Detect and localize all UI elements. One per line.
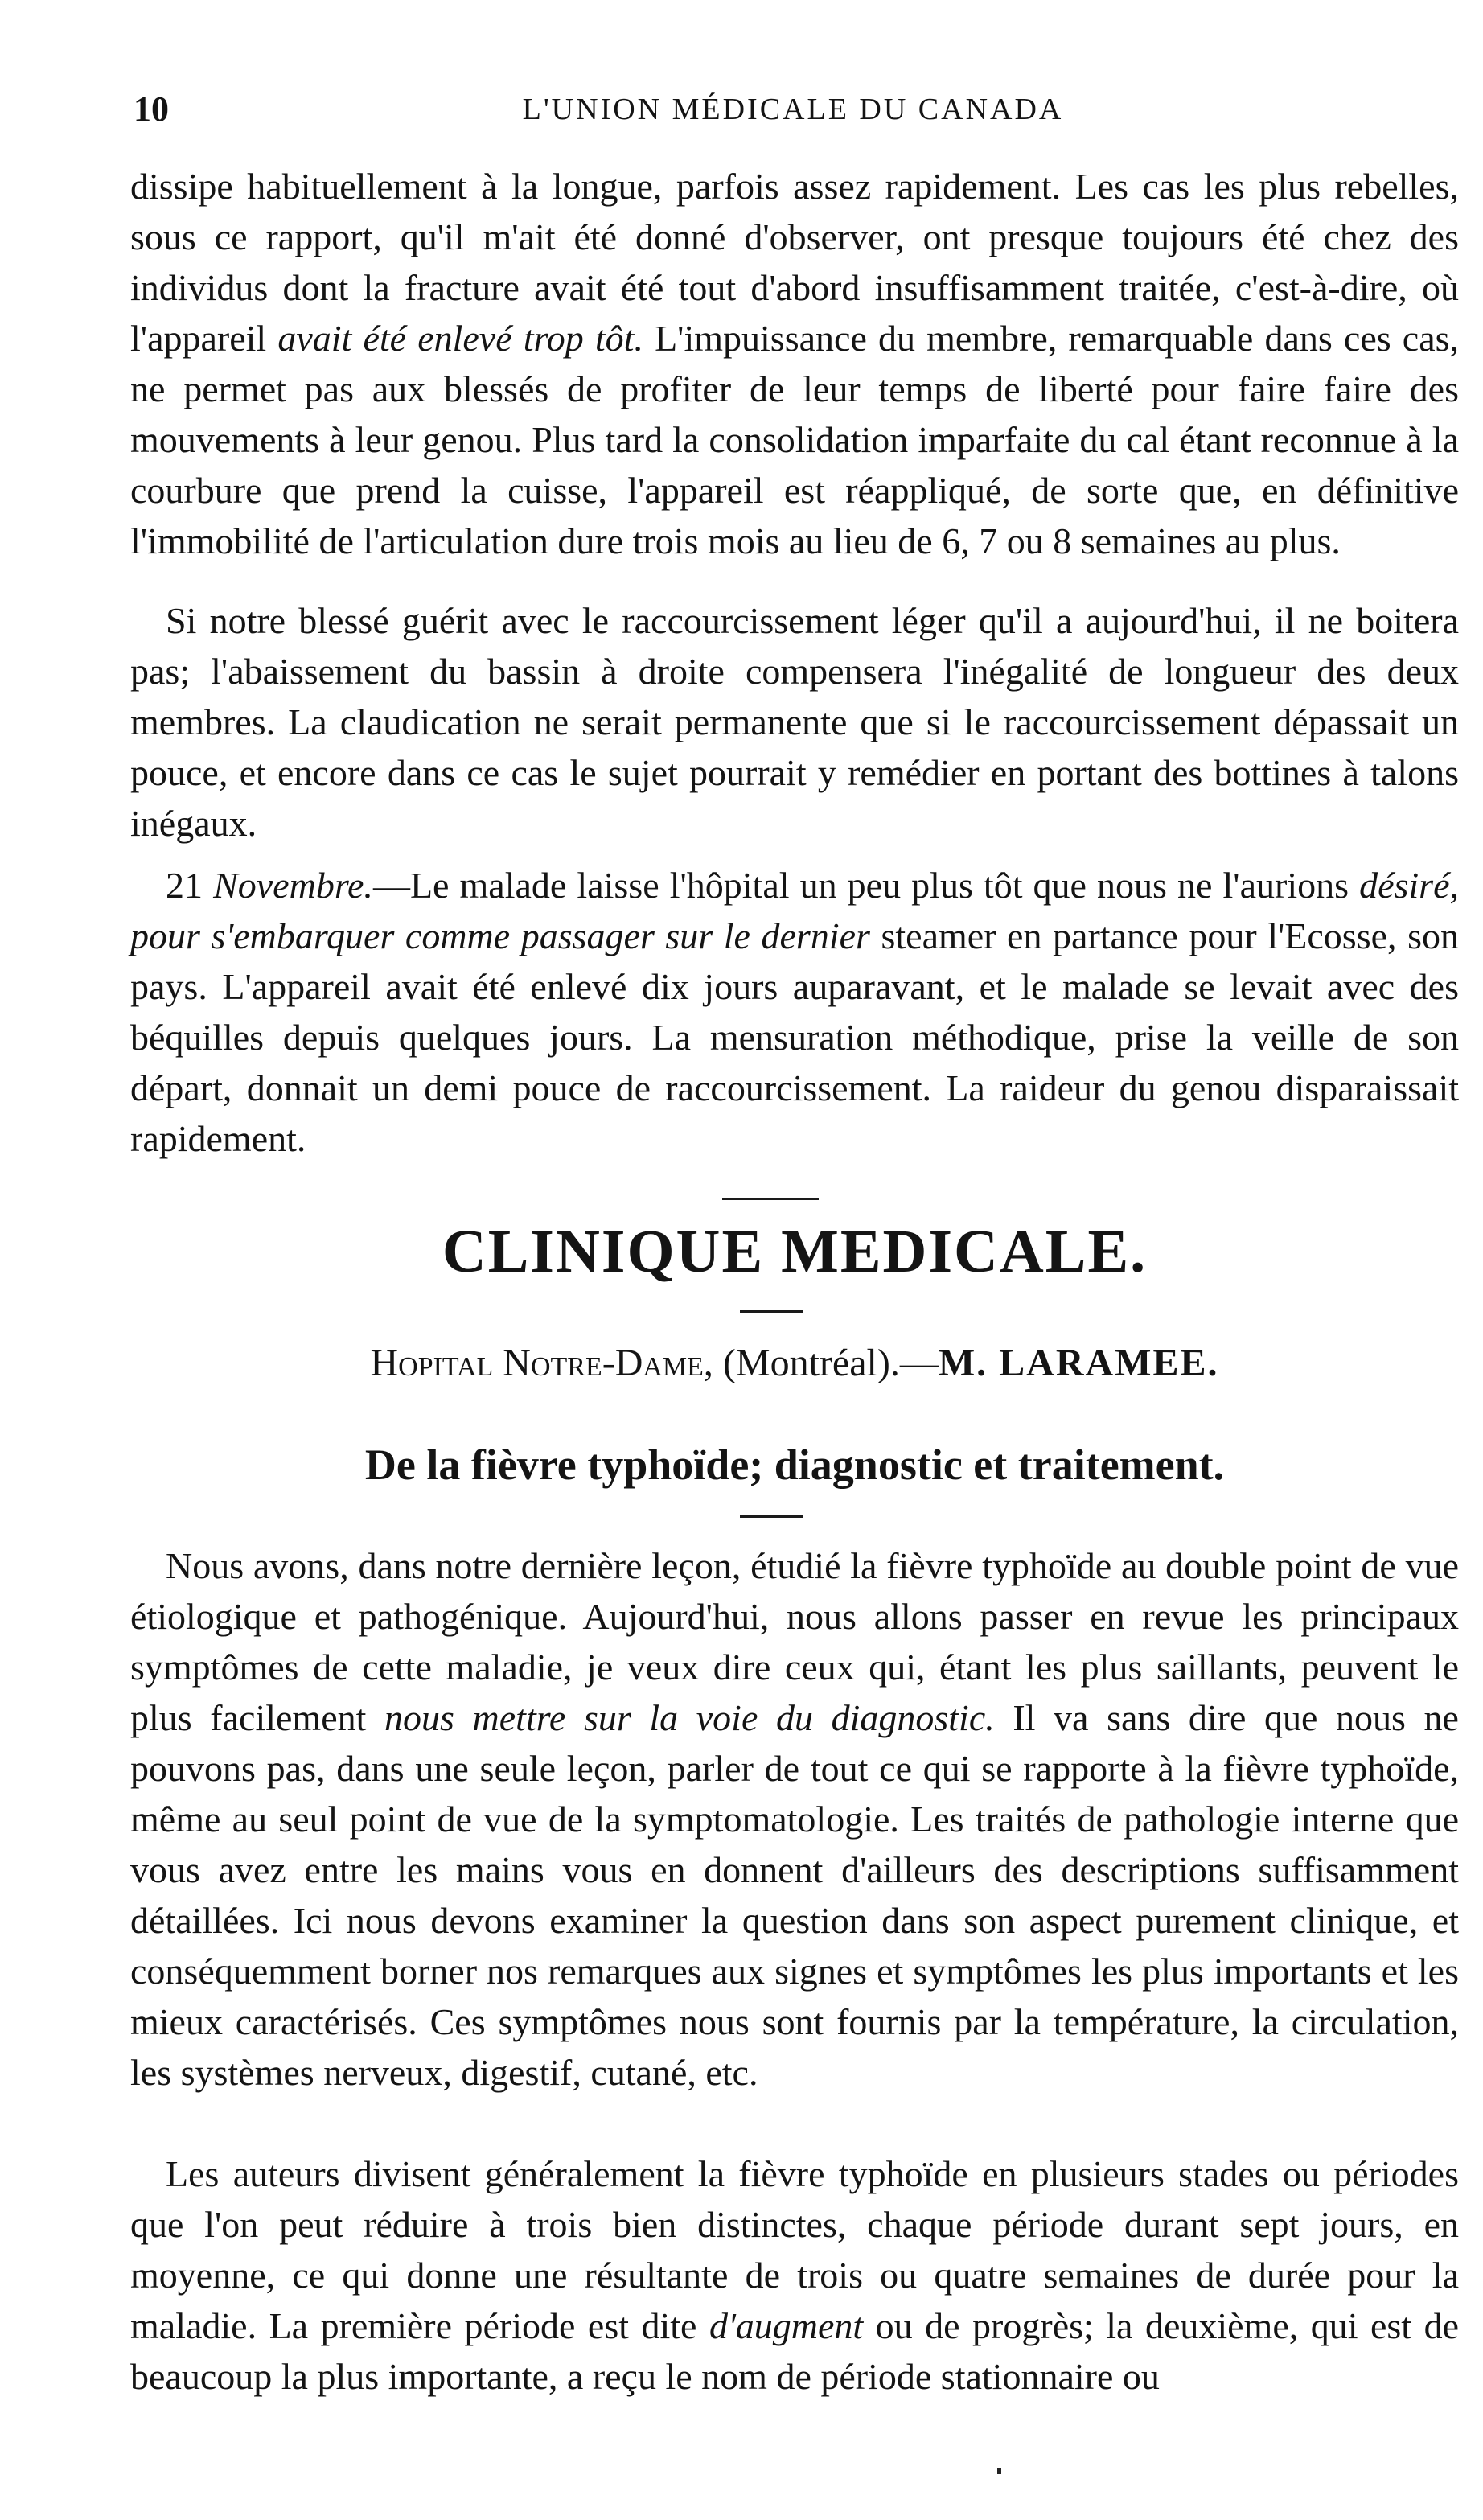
paragraph-fracture-outcome xyxy=(130,161,1459,566)
hospital-name: Hopital Notre-Dame, xyxy=(370,1342,713,1384)
running-head xyxy=(134,88,1452,137)
paragraph-prognosis xyxy=(130,595,1459,849)
section-title: CLINIQUE MEDICALE. xyxy=(442,1218,1148,1285)
paragraph-italic: nous mettre sur la voie du diagnostic. xyxy=(384,1697,995,1738)
section-divider xyxy=(722,1198,819,1200)
paragraph-text: L'impuissance du membre, remarquable dans ces cas, ne permet pas aux blessés de profiter de leur temps de liberté pour faire faire des mouvements à leur genou. Plus tard la consolidation imparfaite du cal étant reconnue à la courbure que prend la cuisse, l'appareil est réappliqué, de sorte que, en définitive l'immobilité de l'articulation dure trois mois au lieu de 6, 7 ou 8 semaines au plus. xyxy=(130,318,1460,561)
paragraph-disease-stages xyxy=(130,2148,1459,2402)
physician-name: M. LARAMEE. xyxy=(938,1342,1219,1384)
paragraph-text: Nous avons, dans notre dernière leçon, étudié la fièvre typhoïde au double point de vue étiologique et pathogénique. Aujourd'hui, nous allons passer en revue les principaux symptômes de cette maladie, je veux dire ceux qui, étant les plus saillants, peuvent le plus facilement xyxy=(130,1545,1459,1738)
paragraph-date: 21 xyxy=(166,865,214,906)
paragraph-text: Les auteurs divisent généralement la fièvre typhoïde en plusieurs stades ou périodes que l'on peut réduire à trois bien distinctes, chaque période durant sept jours, en moyenne, ce qui donne une résultante de trois ou quatre semaines de durée pour la maladie. La première période est dite xyxy=(130,2153,1459,2346)
paragraph-italic: désiré, pour s'embarquer comme passager sur le dernier xyxy=(130,865,1459,956)
paragraph-text: Si notre blessé guérit avec le raccourcissement léger qu'il a aujourd'hui, il ne boitera pas; l'abaissement du bassin à droite compensera l'inégalité de longueur des deux membres. La claudication ne serait permanente que si le raccourcissement dépassait un pouce, et encore dans ce cas le sujet pourrait y remédier en portant des bottines à talons inégaux. xyxy=(130,600,1459,844)
paragraph-text: —Le malade laisse l'hôpital un peu plus tôt que nous ne l'aurions xyxy=(372,865,1360,906)
paragraph-lecture-intro xyxy=(130,1540,1459,2098)
paragraph-text: steamer en partance pour l'Ecosse, son pays. L'appareil avait été enlevé dix jours auparavant, et le malade se levait avec des béquilles depuis quelques jours. La mensuration méthodique, prise la veille de son départ, donnait un demi pouce de raccourcissement. La raideur du genou disparaissait rapidement. xyxy=(130,915,1459,1159)
lecture-title: De la fièvre typhoïde; diagnostic et traitement. xyxy=(364,1441,1225,1489)
hospital-place: (Montréal).— xyxy=(713,1342,939,1384)
paragraph-italic: d'augment xyxy=(709,2305,864,2346)
paragraph-text: ou de progrès; la deuxième, qui est de beaucoup la plus importante, a reçu le nom de période stationnaire ou xyxy=(130,2305,1459,2397)
paragraph-text: dissipe habituellement à la longue, parfois assez rapidement. Les cas les plus rebelles, sous ce rapport, qu'il m'ait été donné d'observer, ont presque toujours été chez des individus dont la fracture avait été tout d'abord insuffisamment traitée, c'est-à-dire, où l'appareil xyxy=(130,166,1459,359)
hospital-line xyxy=(130,1341,1459,1385)
paragraph-date-month: Novembre. xyxy=(213,865,373,906)
title-divider xyxy=(740,1310,803,1313)
paragraph-discharge xyxy=(130,860,1459,1164)
paragraph-text: Il va sans dire que nous ne pouvons pas, dans une seule leçon, parler de tout ce qui se rapporte à la fièvre typhoïde, même au seul point de vue de la symptomatologie. Les traités de pathologie interne que vous avez entre les mains vous en donnent d'ailleurs des descriptions suffisamment détaillées. Ici nous devons examiner la question dans son aspect purement clinique, et conséquemment borner nos remarques aux signes et symptômes les plus importants et les mieux caractérisés. Ces symptômes nous sont fournis par la température, la circulation, les systèmes nerveux, digestif, cutané, etc. xyxy=(130,1697,1459,2093)
journal-title: L'UNION MÉDICALE DU CANADA xyxy=(522,92,1064,126)
print-mark xyxy=(997,2468,1001,2474)
page-number: 10 xyxy=(134,89,169,129)
paragraph-italic: avait été enlevé trop tôt. xyxy=(277,318,643,359)
lecture-divider xyxy=(740,1515,803,1518)
